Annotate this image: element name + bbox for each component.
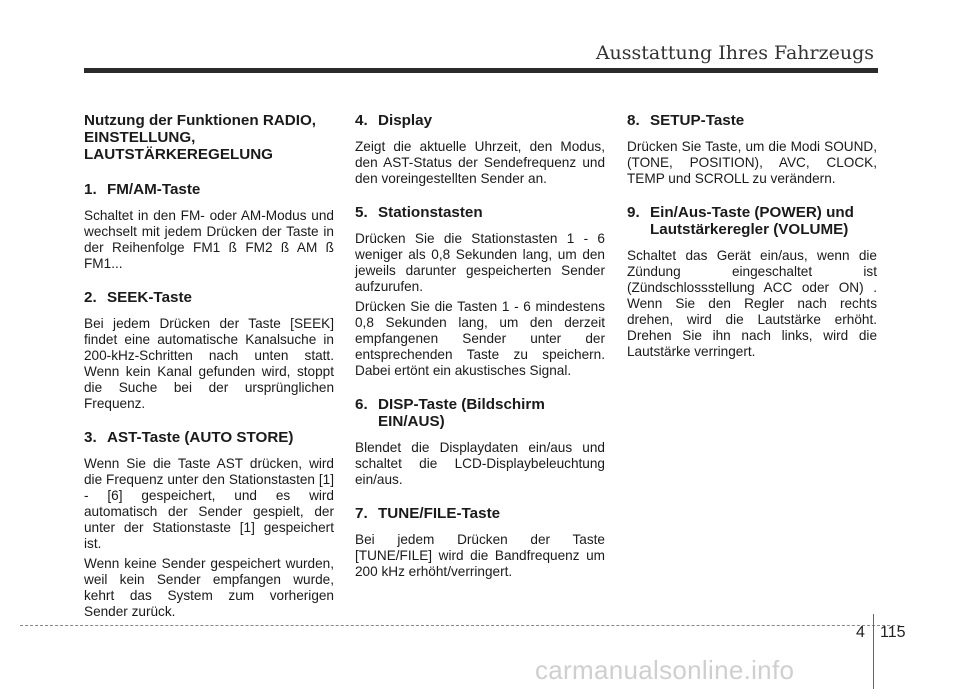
section: [355, 112, 605, 187]
section-title: Display: [378, 112, 433, 129]
section: [84, 289, 334, 412]
section-title: SEEK-Taste: [107, 289, 192, 306]
body-paragraph: Schaltet in den FM- oder AM-Modus und wechselt mit jedem Drücken der Taste in der Reihenfolge FM1 ß FM2 ß AM ß FM1...: [84, 208, 334, 271]
watermark-text: carmanualsonline.info: [535, 655, 795, 685]
body-paragraph: Drücken Sie Taste, um die Modi SOUND, (TONE, POSITION), AVC, CLOCK, TEMP und SCROLL zu verändern.: [627, 139, 877, 186]
section-heading: [84, 181, 334, 198]
section-heading: [627, 112, 877, 129]
body-paragraph: Blendet die Displaydaten ein/aus und schaltet die LCD-Displaybeleuchtung ein/aus.: [355, 440, 605, 487]
section: [84, 429, 334, 620]
section: [355, 505, 605, 580]
page-number: 115: [880, 624, 906, 641]
section-title: Stationstasten: [378, 204, 483, 221]
section-title: Ein/Aus-Taste (POWER) und Lautstärkeregler (VOLUME): [650, 204, 854, 238]
section-number: 4.: [355, 112, 368, 129]
section-number: 7.: [355, 505, 368, 522]
section-heading: [355, 505, 605, 522]
body-paragraph: Wenn keine Sender gespeichert wurden, weil kein Sender empfangen wurde, kehrt das System zum vorherigen Sender zurück.: [84, 556, 334, 619]
body-paragraph: Bei jedem Drücken der Taste [TUNE/FILE] wird die Bandfrequenz um 200 kHz erhöht/verringert.: [355, 532, 605, 579]
column-2: [355, 112, 605, 597]
section: [84, 181, 334, 272]
section: [355, 396, 605, 488]
section: [355, 204, 605, 379]
section-heading: [355, 112, 605, 129]
section-number: 6.: [355, 396, 368, 413]
section-title: FM/AM-Taste: [107, 181, 201, 198]
section-heading: [627, 204, 877, 238]
column-3: [627, 112, 877, 377]
column-1: [84, 112, 334, 637]
section-heading: [355, 396, 605, 430]
section-number: 2.: [84, 289, 97, 306]
body-paragraph: Bei jedem Drücken der Taste [SEEK] findet eine automatische Kanalsuche in 200-kHz-Schritten nach unten statt. Wenn kein Kanal gefunden wird, stoppt die Suche bei der ursprünglichen Frequenz.: [84, 316, 334, 411]
header-title: Ausstattung Ihres Fahrzeugs: [595, 42, 874, 64]
section-title: SETUP-Taste: [650, 112, 745, 129]
body-paragraph: Zeigt die aktuelle Uhrzeit, den Modus, den AST-Status der Sendefrequenz und den voreingestellten Sender an.: [355, 139, 605, 186]
section-number: 8.: [627, 112, 640, 129]
body-paragraph: Schaltet das Gerät ein/aus, wenn die Zündung eingeschaltet ist (Zündschlossstellung ACC oder ON) . Wenn Sie den Regler nach rechts drehen, wird die Lautstärke erhöht. Drehen Sie ihn nach links, wird die Lautstärke verringert.: [627, 248, 877, 359]
section: [627, 204, 877, 360]
section-title: DISP-Taste (Bildschirm EIN/AUS): [378, 396, 545, 430]
section-heading: [84, 429, 334, 446]
section-number: 3.: [84, 429, 97, 446]
section-heading: [84, 289, 334, 306]
section: [627, 112, 877, 187]
section-number: 5.: [355, 204, 368, 221]
section-heading: [355, 204, 605, 221]
section-title: TUNE/FILE-Taste: [378, 505, 501, 522]
intro-title: Nutzung der Funktionen RADIO, EINSTELLUNG, LAUTSTÄRKEREGELUNG: [84, 112, 317, 163]
body-paragraph: Drücken Sie die Tasten 1 - 6 mindestens 0,8 Sekunden lang, um den derzeit empfangenen Sender unter der entsprechenden Taste zu speichern. Dabei ertönt ein akustisches Signal.: [355, 299, 605, 378]
header-rule: [84, 68, 878, 73]
section-number: 9.: [627, 204, 640, 221]
footer-rule: [20, 625, 900, 626]
body-paragraph: Drücken Sie die Stationstasten 1 - 6 weniger als 0,8 Sekunden lang, um den jeweils darunter gespeicherten Sender aufzurufen.: [355, 231, 605, 294]
page-number-divider: [873, 614, 874, 689]
body-paragraph: Wenn Sie die Taste AST drücken, wird die Frequenz unter den Stationstasten [1] - [6] gespeichert, und es wird automatisch der Sender gespielt, der unter der Stationstaste [1] gespeichert ist.: [84, 456, 334, 551]
section-number: 1.: [84, 181, 97, 198]
chapter-number: 4: [856, 624, 865, 641]
section-title: AST-Taste (AUTO STORE): [107, 429, 294, 446]
